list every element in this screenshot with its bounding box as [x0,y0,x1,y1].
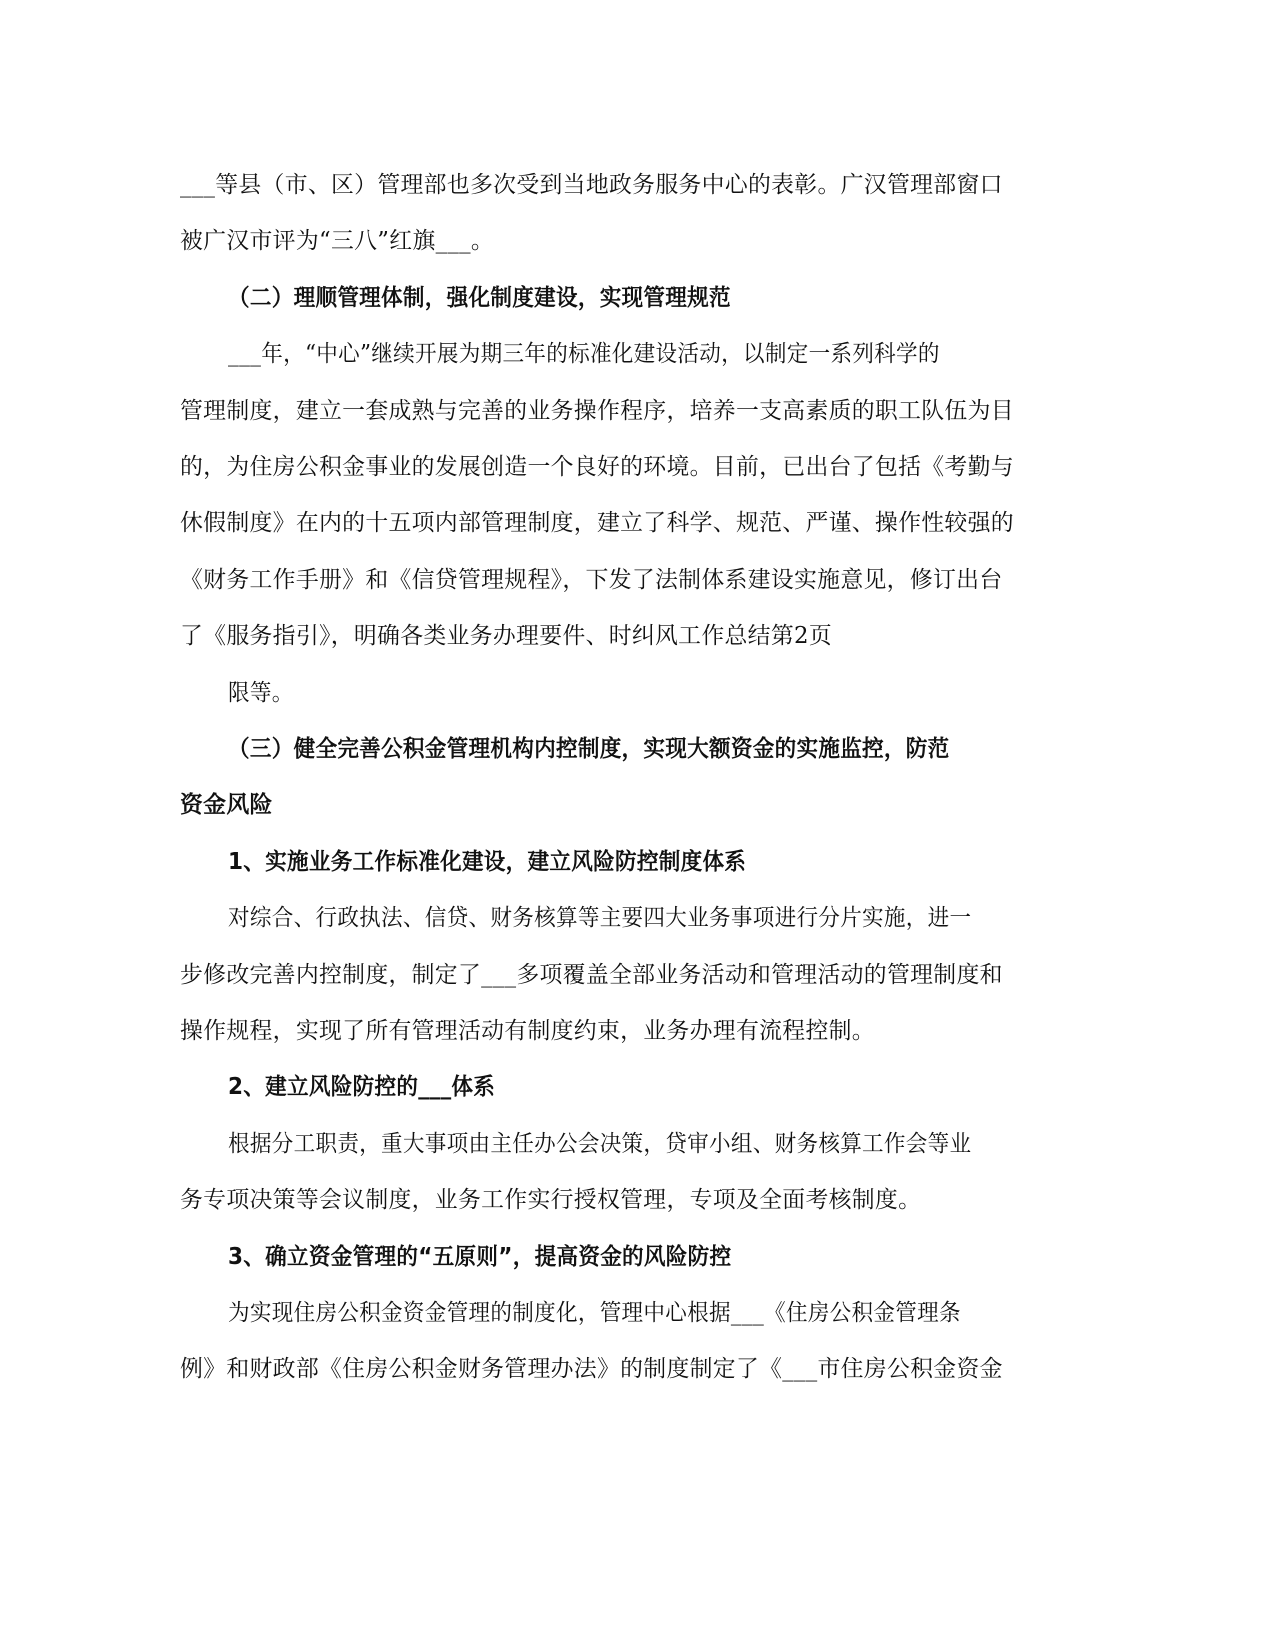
body-text-line: 例》和财政部《住房公积金财务管理办法》的制度制定了《___市住房公积金资金 [180,1356,1003,1383]
body-text-line: 被广汉市评为“三八”红旗___。 [180,228,494,255]
body-text-line: 休假制度》在内的十五项内部管理制度，建立了科学、规范、严谨、操作性较强的 [180,510,1014,537]
body-text-line: 了《服务指引》，明确各类业务办理要件、时纠风工作总结第2页 [180,623,833,650]
body-text-line: 管理制度，建立一套成熟与完善的业务操作程序，培养一支高素质的职工队伍为目 [180,397,1014,424]
section-heading-line: （二）理顺管理体制，强化制度建设，实现管理规范 [228,284,731,311]
body-text-line: ___年，“中心”继续开展为期三年的标准化建设活动，以制定一系列科学的 [228,341,940,368]
section-heading-line: 资金风险 [180,792,273,819]
section-heading-line: 2、建立风险防控的___体系 [228,1074,496,1101]
body-text-line: 操作规程，实现了所有管理活动有制度约束，业务办理有流程控制。 [180,1018,875,1044]
section-heading-line: 3、确立资金管理的“五原则”，提高资金的风险防控 [228,1243,732,1270]
body-text-line: 根据分工职责，重大事项由主任办公会决策，贷审小组、财务核算工作会等业 [228,1130,972,1157]
section-heading-line: （三）健全完善公积金管理机构内控制度，实现大额资金的实施监控，防范 [228,736,950,762]
body-text-line: 的，为住房公积金事业的发展创造一个良好的环境。目前，已出台了包括《考勤与 [180,454,1014,480]
body-text-line: 务专项决策等会议制度，业务工作实行授权管理，专项及全面考核制度。 [180,1187,922,1214]
body-text-line: ___等县（市、区）管理部也多次受到当地政务服务中心的表彰。广汉管理部窗口 [180,172,1003,198]
body-text-line: 对综合、行政执法、信贷、财务核算等主要四大业务事项进行分片实施，进一 [228,905,972,932]
body-text-line: 为实现住房公积金资金管理的制度化，管理中心根据___《住房公积金管理条 [228,1300,961,1326]
body-text-line: 限等。 [228,679,294,706]
section-heading-line: 1、实施业务工作标准化建设，建立风险防控制度体系 [228,848,747,875]
body-text-line: 《财务工作手册》和《信贷管理规程》，下发了法制体系建设实施意见，修订出台 [180,566,1003,593]
body-text-line: 步修改完善内控制度，制定了___多项覆盖全部业务活动和管理活动的管理制度和 [180,961,1003,988]
